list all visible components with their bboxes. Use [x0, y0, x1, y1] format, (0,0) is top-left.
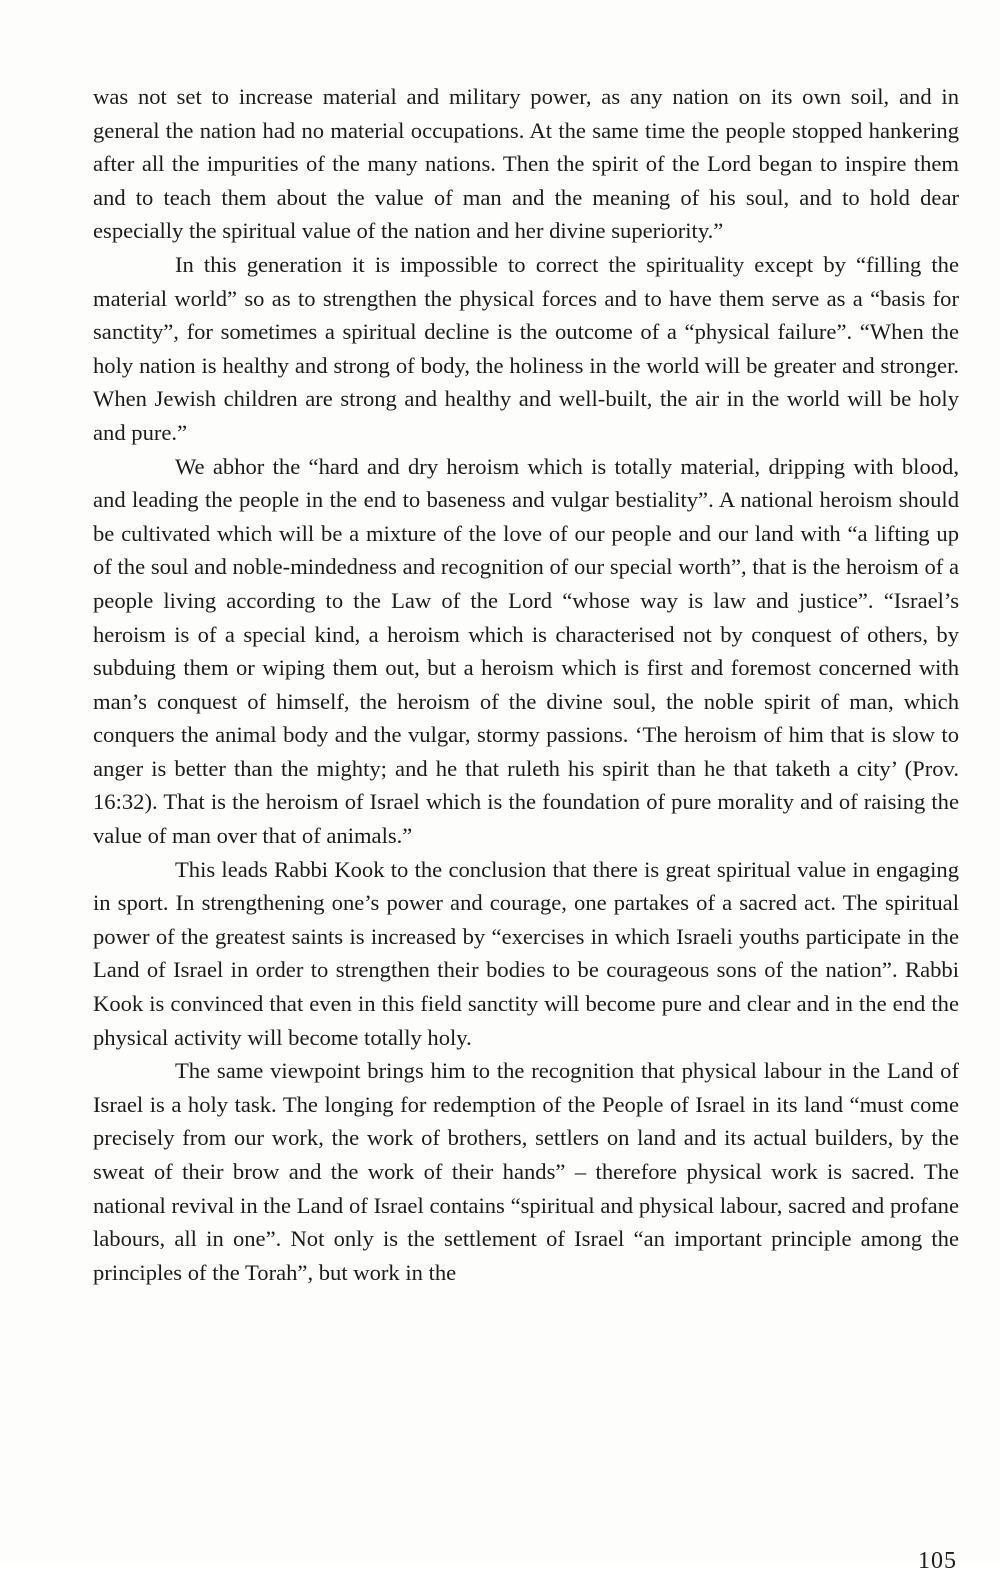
page-number: 105	[918, 1548, 957, 1574]
paragraph-continuation: was not set to increase material and military power, as any nation on its own soil, and in general the nation had no material occupations. At the same time the people stopped hankering after all the impurities of the many nations. Then the spirit of the Lord began to inspire them and to teach them about the value of man and the meaning of his soul, and to hold dear especially the spiritual value of the nation and her divine superiority.”	[93, 84, 959, 244]
paragraph-spirituality: In this generation it is impossible to correct the spirituality except by “filling the material world” so as to strengthen the physical forces and to have them serve as a “basis for sanctity”, for sometimes a spiritual decline is the outcome of a “physical failure”. “When the holy nation is healthy and strong of body, the holiness in the world will be greater and stronger. When Jewish children are strong and healthy and well-built, the air in the world will be holy and pure.”	[93, 251, 959, 445]
paragraph-sport: This leads Rabbi Kook to the conclusion that there is great spiritual value in engaging in sport. In strengthening one’s power and courage, one partakes of a sacred act. The spiritual power of the greatest saints is increased by “exercises in which Israeli youths participate in the Land of Israel in order to strengthen their bodies to be courageous sons of the nation”. Rabbi Kook is convinced that even in this field sanctity will become pure and clear and in the end the physical activity will become totally holy.	[93, 856, 959, 1050]
paragraph-heroism: We abhor the “hard and dry heroism which is totally material, dripping with blood, and leading the people in the end to baseness and vulgar bestiality”. A national heroism should be cultivated which will be a mixture of the love of our people and our land with “a lifting up of the soul and noble-mindedness and recognition of our special worth”, that is the heroism of a people living according to the Law of the Lord “whose way is law and justice”. “Israel’s heroism is of a special kind, a heroism which is characterised not by conquest of others, by subduing them or wiping them out, but a heroism which is first and foremost concerned with man’s conquest of himself, the heroism of the divine soul, the noble spirit of man, which conquers the animal body and the vulgar, stormy passions. ‘The heroism of him that is slow to anger is better than the mighty; and he that ruleth his spirit than he that taketh a city’ (Prov. 16:32). That is the heroism of Israel which is the foundation of pure morality and of raising the value of man over that of animals.”	[93, 453, 959, 849]
paragraph-labour: The same viewpoint brings him to the recognition that physical labour in the Land of Israel is a holy task. The longing for redemption of the People of Israel in its land “must come precisely from our work, the work of brothers, settlers on land and its actual builders, by the sweat of their brow and the work of their hands” – therefore physical work is sacred. The national revival in the Land of Israel contains “spiritual and physical labour, sacred and profane labours, all in one”. Not only is the settlement of Israel “an important principle among the principles of the Torah”, but work in the	[93, 1058, 959, 1285]
body-text	[93, 80, 959, 1289]
